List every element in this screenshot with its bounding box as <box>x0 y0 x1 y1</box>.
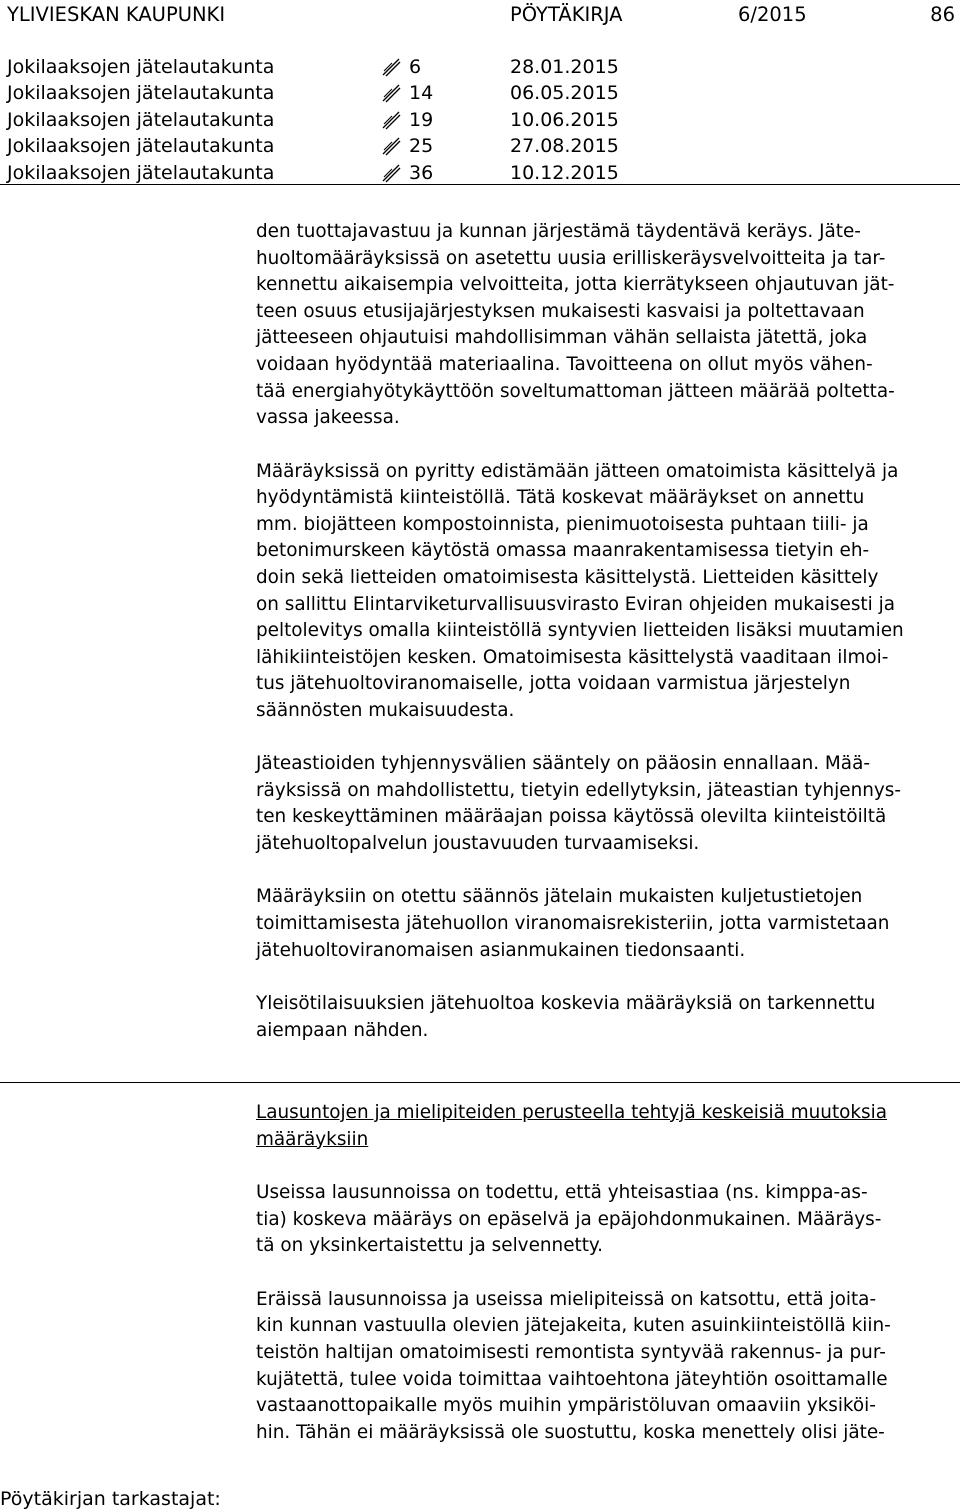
text-line: räyksissä on mahdollistettu, tietyin edellytyksin, jäteastian tyhjennys- <box>256 779 902 801</box>
section-heading <box>256 1100 956 1153</box>
text-line: aiempaan nähden. <box>256 1019 429 1041</box>
text-line: teistön haltijan omatoimisesti remontista syntyvää rakennus- ja pur- <box>256 1341 886 1363</box>
heading-line: Lausuntojen ja mielipiteiden perusteella tehtyjä keskeisiä muutoksia <box>256 1102 888 1123</box>
section-sign-icon <box>380 136 402 156</box>
meeting-date: 06.05.2015 <box>510 82 619 105</box>
meeting-date: 27.08.2015 <box>510 135 619 158</box>
section-body <box>256 1180 956 1446</box>
text-line: vassa jakeessa. <box>256 407 400 429</box>
text-line: voidaan hyödyntää materiaalina. Tavoitteena on ollut myös vähen- <box>256 353 873 375</box>
reference-row <box>7 80 627 106</box>
text-line: Eräissä lausunnoissa ja useissa mielipiteissä on katsottu, että joita- <box>256 1288 877 1310</box>
section-sign-icon <box>380 163 402 183</box>
text-line: Määräyksissä on pyritty edistämään jätteen omatoimista käsittelyä ja <box>256 460 899 482</box>
section-sign-icon <box>380 83 402 103</box>
committee-name: Jokilaaksojen jätelautakunta <box>7 56 275 78</box>
text-line: jätehuoltoviranomaisen asianmukainen tiedonsaanti. <box>256 939 746 961</box>
text-line: peltolevitys omalla kiinteistöllä syntyvien lietteiden lisäksi muutamien <box>256 620 904 642</box>
reference-row <box>7 160 627 186</box>
body-paragraph <box>256 884 956 964</box>
text-line: Jäteastioiden tyhjennysvälien sääntely on pääosin ennallaan. Mää- <box>256 753 870 775</box>
text-line: jätehuoltopalvelun joustavuuden turvaamiseksi. <box>256 833 700 855</box>
header-divider <box>0 184 960 185</box>
text-line: Yleisötilaisuuksien jätehuoltoa koskevia määräyksiä on tarkennettu <box>256 993 876 1015</box>
section-divider <box>0 1082 960 1083</box>
page-number: 86 <box>930 3 955 26</box>
text-line: kin kunnan vastuulla olevien jätejakeita, kuten asuinkiinteistöllä kiin- <box>256 1315 891 1337</box>
text-line: hyödyntämistä kiinteistöllä. Tätä koskevat määräykset on annettu <box>256 487 865 509</box>
body-paragraph <box>256 751 956 857</box>
text-line: mm. biojätteen kompostoinnista, pienimuotoisesta puhtaan tiili- ja <box>256 513 869 535</box>
text-line: toimittamisesta jätehuollon viranomaisrekisteriin, jotta varmistetaan <box>256 913 890 935</box>
section-number: 14 <box>409 82 434 105</box>
footer-reviewers-label: Pöytäkirjan tarkastajat: <box>0 1488 221 1510</box>
body-paragraph <box>256 991 956 1044</box>
section-number: 6 <box>409 56 422 78</box>
meeting-date: 28.01.2015 <box>510 56 619 78</box>
text-line: tus jätehuoltoviranomaiselle, jotta voidaan varmistua järjestelyn <box>256 673 851 695</box>
document-type: PÖYTÄKIRJA <box>510 3 623 26</box>
text-line: ten keskeyttäminen määräajan poissa käytössä olevilta kiinteistöiltä <box>256 806 887 828</box>
heading-line: määräyksiin <box>256 1128 369 1150</box>
reference-row <box>7 54 627 80</box>
section-sign-icon <box>380 57 402 77</box>
section-number: 25 <box>409 135 434 158</box>
text-line: vastaanottopaikalle myös muihin ympäristöluvan omaaviin yksiköi- <box>256 1395 876 1417</box>
text-line: tää energiahyötykäyttöön soveltumattoman jätteen määrää poltetta- <box>256 380 895 402</box>
text-line: tä on yksinkertaistettu ja selvennetty. <box>256 1235 604 1257</box>
committee-name: Jokilaaksojen jätelautakunta <box>7 135 275 158</box>
section-number: 36 <box>409 161 434 184</box>
changes-section <box>256 1100 956 1473</box>
text-line: säännösten mukaisuudesta. <box>256 699 515 721</box>
meeting-date: 10.12.2015 <box>510 161 619 184</box>
page-header <box>7 2 955 28</box>
issue-number: 6/2015 <box>738 3 807 26</box>
text-line: den tuottajavastuu ja kunnan järjestämä täydentävä keräys. Jäte- <box>256 221 861 242</box>
committee-name: Jokilaaksojen jätelautakunta <box>7 161 275 184</box>
text-line: teen osuus etusijajärjestyksen mukaisesti kasvaisi ja poltettavaan <box>256 300 865 322</box>
text-line: Määräyksiin on otettu säännös jätelain mukaisten kuljetustietojen <box>256 886 863 908</box>
text-line: kennettu aikaisempia velvoitteita, jotta kierrätykseen ohjautuvan jät- <box>256 274 895 296</box>
text-line: on sallittu Elintarviketurvallisuusvirasto Eviran ohjeiden mukaisesti ja <box>256 593 895 615</box>
body-paragraph <box>256 1287 956 1447</box>
text-line: Useissa lausunnoissa on todettu, että yhteisastiaa (ns. kimppa-as- <box>256 1182 868 1204</box>
text-line: doin sekä lietteiden omatoimisesta käsittelystä. Lietteiden käsittely <box>256 566 879 588</box>
section-sign-icon <box>380 110 402 130</box>
text-line: huoltomääräyksissä on asetettu uusia erilliskeräysvelvoitteita ja tar- <box>256 247 886 269</box>
reference-list <box>7 54 627 186</box>
body-paragraph <box>256 1180 956 1260</box>
text-line: jätteeseen ohjautuisi mahdollisimman vähän sellaista jätettä, joka <box>256 327 868 349</box>
text-line: hin. Tähän ei määräyksissä ole suostuttu, koska menettely olisi jäte- <box>256 1421 885 1443</box>
reference-row <box>7 107 627 133</box>
body-paragraph <box>256 459 956 725</box>
text-line: lähikiinteistöjen kesken. Omatoimisesta käsittelystä vaaditaan ilmoi- <box>256 646 889 668</box>
text-line: tia) koskeva määräys on epäselvä ja epäjohdonmukainen. Määräys- <box>256 1208 882 1230</box>
main-text <box>256 219 956 1071</box>
reference-row <box>7 133 627 159</box>
committee-name: Jokilaaksojen jätelautakunta <box>7 108 275 131</box>
text-line: betonimurskeen käytöstä omassa maanrakentamisessa tietyin eh- <box>256 540 870 562</box>
section-number: 19 <box>409 108 434 131</box>
organization-name: YLIVIESKAN KAUPUNKI <box>7 3 226 26</box>
text-line: kujätettä, tulee voida toimittaa vaihtoehtona jäteyhtiön osoittamalle <box>256 1368 888 1390</box>
meeting-date: 10.06.2015 <box>510 108 619 131</box>
committee-name: Jokilaaksojen jätelautakunta <box>7 82 275 105</box>
body-paragraph <box>256 219 956 432</box>
